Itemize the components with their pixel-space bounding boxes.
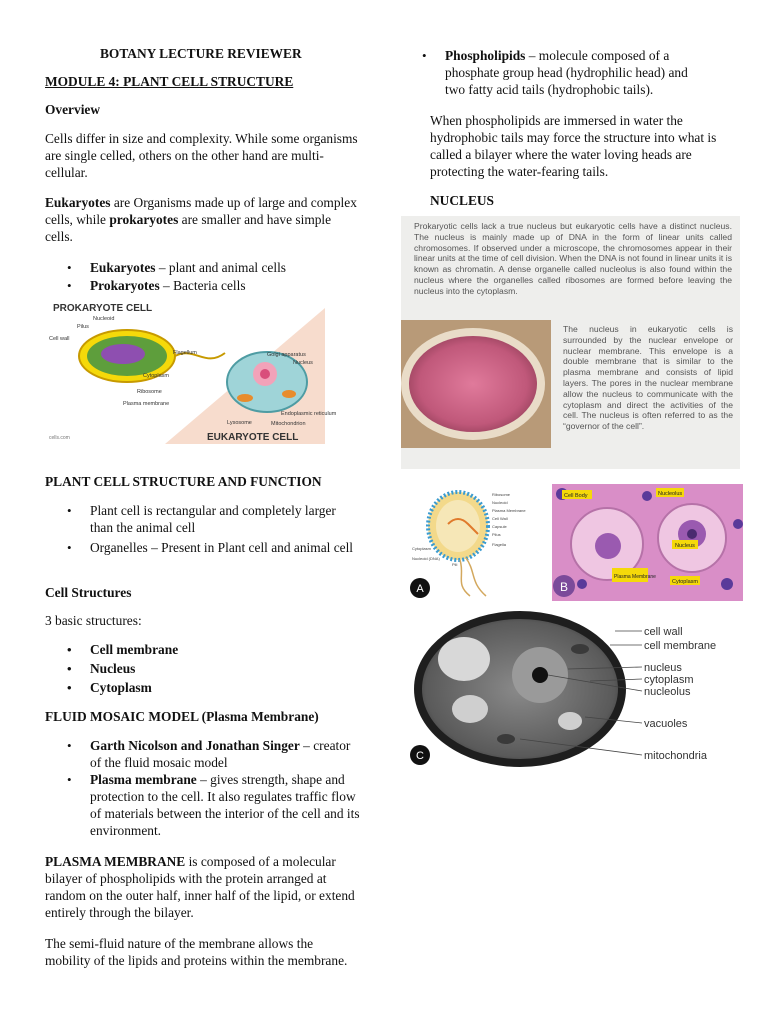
section-heading: PLANT CELL STRUCTURE AND FUNCTION: [45, 474, 322, 489]
figure-c-micrograph: [410, 609, 740, 769]
nucleus-box-text-top: Prokaryotic cells lack a true nucleus but eukaryotic cells have a distinct nucleus. The nucleus is mainly made up of DNA in the form of linear units called chromosomes. If observed under a microscope, the chromosomes appear in their linear units at the time of cell division. When the DNA is not found in linear units it is known as chromatin. A dense organelle called nucleolus is also found within the nucleus where the organelles called ribosomes are formed before leaving the nucleus into the cytoplasm.: [414, 221, 732, 296]
flagella-line: [460, 560, 470, 596]
list-item: • Nucleus: [45, 660, 355, 677]
list-item: • Plant cell is rectangular and completely larger than the animal cell: [45, 502, 355, 536]
figA-label: Plasma Membrane: [492, 508, 526, 513]
em-mitochondrion: [497, 734, 515, 744]
figB-label: Nucleolus: [658, 491, 683, 497]
list-item: [400, 47, 700, 98]
fig1-label: Nucleus: [293, 360, 313, 366]
fig1-title-bottom: EUKARYOTE CELL: [207, 432, 299, 443]
list-item: [45, 771, 363, 839]
figA-label: Pilus: [492, 532, 501, 537]
semi-fluid-paragraph: The semi-fluid nature of the membrane allows the mobility of the lipids and proteins within the membrane.: [45, 936, 348, 968]
eukaryotes-term: Eukaryotes: [45, 195, 111, 210]
figC-label: nucleus: [644, 662, 682, 674]
overview-heading: Overview: [45, 102, 101, 117]
cell-structures-heading: Cell Structures: [45, 585, 132, 600]
doc-title: BOTANY LECTURE REVIEWER: [100, 46, 302, 61]
nucleus-info-box: [401, 216, 740, 469]
list-item: [45, 737, 363, 771]
em-vacuole: [438, 637, 490, 681]
list-item: • Cytoplasm: [45, 679, 355, 696]
em-vacuole: [452, 695, 488, 723]
figB-label: Nucleus: [675, 543, 695, 549]
nucleus-photo: [401, 320, 551, 448]
list-item: • Cell membrane: [45, 641, 355, 658]
list-item-term: Plasma membrane: [90, 772, 197, 787]
mitochondrion-shape: [237, 394, 253, 402]
figB-label: Cytoplasm: [672, 579, 698, 585]
figC-label: cell wall: [644, 626, 683, 638]
mitochondrion-shape: [282, 390, 296, 398]
plasma-membrane-term: PLASMA MEMBRANE: [45, 854, 186, 869]
tissue-nucleolus: [687, 529, 697, 539]
nucleus-box-text-bottom: The nucleus in eukaryotic cells is surrounded by the nuclear envelope or nuclear membrane. This envelope is a double membrane that is similar to the plasma membrane and consists of lipid layers. The pores in the nuclear membrane allow the nucleus to communicate with the cytoplasm and direct the activities of the cell. The nucleus is often referred to as the “governor of the cell”.: [563, 324, 733, 432]
em-nucleolus: [532, 667, 548, 683]
prokaryotes-term: prokaryotes: [109, 212, 179, 227]
figA-label: Pili: [452, 562, 458, 567]
figB-label: Cell Body: [564, 493, 588, 499]
figA-label: Cytoplasm: [412, 546, 431, 551]
fig1-label: Ribosome: [137, 389, 162, 395]
figB-label: Plasma Membrane: [614, 574, 656, 580]
fig1-label: Cell wall: [49, 336, 70, 342]
figC-label: vacuoles: [644, 718, 688, 730]
module-title: MODULE 4: PLANT CELL STRUCTURE: [45, 74, 294, 89]
flagella-line: [466, 558, 486, 596]
figA-label: Capsule: [492, 524, 507, 529]
figC-label: cell membrane: [644, 640, 717, 652]
eukaryote-paragraph: [45, 194, 360, 245]
list-item-desc: – Bacteria cells: [159, 278, 246, 293]
phospholipid-list: [400, 47, 700, 98]
figC-label: mitochondria: [644, 750, 707, 762]
figA-label: Cell Wall: [492, 516, 508, 521]
figA-label: Nucleoid (DNA): [412, 556, 440, 561]
figure-b-tissue: [552, 484, 743, 601]
fig1-label: Nucleoid: [93, 316, 115, 322]
figA-letter: A: [416, 583, 424, 595]
list-item-desc: – plant and animal cells: [155, 260, 287, 275]
list-item: • Organelles – Present in Plant cell and animal cell: [45, 539, 355, 556]
plasma-membrane-paragraph: [45, 853, 360, 921]
basic-structures-list: [45, 641, 355, 696]
fluid-mosaic-list: [45, 737, 363, 839]
figure-a-bacterium: [410, 484, 525, 601]
stain-dot: [721, 578, 733, 590]
overview-paragraph: Cells differ in size and complexity. While some organisms are single celled, others on the other hand are multi-cellular.: [45, 131, 358, 180]
list-item-term: Eukaryotes: [90, 260, 156, 275]
figC-label: cytoplasm: [644, 674, 694, 686]
fig1-credit: cells.com: [49, 435, 70, 441]
list-item-desc: – gives strength, shape and protection to the cell. It also regulates traffic flow of materials between the interior of the cell and its environment.: [90, 772, 360, 838]
fig1-label: Lysosome: [227, 420, 252, 426]
eukaryote-text-a: are Organisms made up of large and complex cells, while: [45, 195, 357, 227]
em-vacuole: [558, 712, 582, 730]
plasma-membrane-text: is composed of a molecular bilayer of phospholipids with the protein arranged at random on the outer half, inner half of the lipid, or extend entirely through the bilayer.: [45, 854, 355, 920]
figB-letter: B: [559, 580, 569, 594]
figA-label: Flagella: [492, 542, 507, 547]
figC-letter: C: [416, 750, 424, 762]
figC-label: nucleolus: [644, 686, 691, 698]
fig1-label: Golgi apparatus: [267, 352, 306, 358]
figA-label: Ribosome: [492, 492, 511, 497]
stain-dot: [642, 491, 652, 501]
fig1-label: Endoplasmic reticulum: [281, 411, 337, 417]
list-item-term: Prokaryotes: [90, 278, 160, 293]
list-item: [45, 259, 365, 276]
nucleus-heading: NUCLEUS: [430, 193, 494, 208]
nucleoid-shape: [101, 344, 145, 364]
list-item-term: Phospholipids: [445, 48, 526, 63]
bilayer-paragraph: When phospholipids are immersed in water the hydrophobic tails may force the structure into what is called a bilayer where the water loving heads are protecting the water-fearing tails.: [430, 113, 717, 179]
list-item: [45, 277, 365, 294]
eukaryote-nucleolus: [260, 369, 270, 379]
fig1-label: Cytoplasm: [143, 373, 169, 379]
fig1-label: Plasma membrane: [123, 401, 170, 407]
fig1-label: Flagellum: [173, 350, 197, 356]
eukaryote-text-b: are smaller and have simple cells.: [45, 212, 332, 244]
bacterium-cytoplasm: [436, 500, 480, 552]
tissue-nucleus: [595, 533, 621, 559]
list-item-term: Garth Nicolson and Jonathan Singer: [90, 738, 300, 753]
basic-structures-intro: 3 basic structures:: [45, 613, 142, 628]
list-item-desc: – creator of the fluid mosaic model: [90, 738, 351, 770]
fig1-label: Pilus: [77, 324, 89, 330]
prokaryote-eukaryote-figure: [45, 298, 337, 444]
em-mitochondrion: [571, 644, 589, 654]
stain-dot: [577, 579, 587, 589]
cell-type-list: [45, 259, 365, 294]
list-item-desc: – molecule composed of a phosphate group head (hydrophilic head) and two fatty acid tails (hydrophobic tails).: [445, 48, 688, 97]
plant-cell-list: [45, 502, 355, 556]
fig1-title-top: PROKARYOTE CELL: [53, 303, 153, 314]
fluid-mosaic-heading: FLUID MOSAIC MODEL (Plasma Membrane): [45, 709, 319, 724]
fig1-label: Mitochondrion: [271, 421, 306, 427]
stain-dot: [733, 519, 743, 529]
figA-label: Nucleoid: [492, 500, 508, 505]
